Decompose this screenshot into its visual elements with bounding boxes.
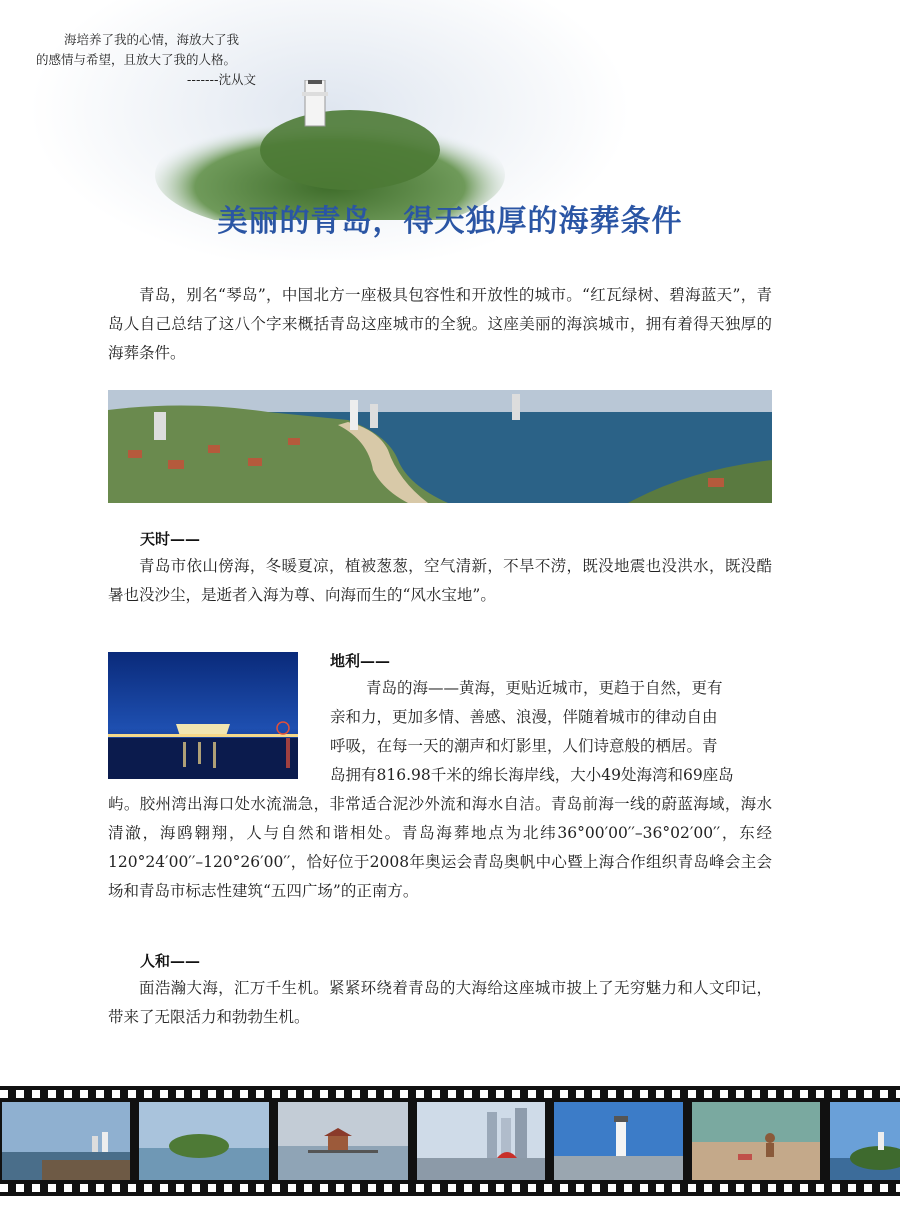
heading-tianshi: 天时—— — [140, 530, 201, 548]
film-frame-island — [139, 1102, 269, 1180]
quote-block — [36, 30, 276, 90]
film-frame-skyline — [417, 1102, 545, 1180]
renhe-paragraph: 面浩瀚大海，汇万千生机。紧紧环绕着青岛的大海给这座城市披上了无穷魅力和人文印记，带来了无限活力和勃勃生机。 — [108, 979, 772, 1026]
film-frame-pier-pavilion — [278, 1102, 408, 1180]
film-frame-coast-lighthouse — [830, 1102, 900, 1180]
dili-line-3: 呼吸，在每一天的潮声和灯影里，人们诗意般的栖居。青 — [330, 737, 718, 755]
heading-dili: 地利—— — [330, 652, 391, 670]
dili-line-4: 岛拥有816.98千米的绵长海岸线，大小49处海湾和69座岛 — [330, 766, 734, 784]
dili-line-2: 亲和力，更加多情、善感、浪漫，伴随着城市的律动自由 — [330, 708, 718, 726]
film-frame-seagulls — [2, 1102, 130, 1180]
dili-paragraph-rest: 屿。胶州湾出海口处水流湍急，非常适合泥沙外流和海水自洁。青岛前海一线的蔚蓝海域，海水清澈，海鸥翱翔，人与自然和谐相处。青岛海葬地点为北纬36°00′00′′–36°02′00′′，东经120°24′00′′–120°26′00′′，恰好位于2008年奥运会青岛奥帆中心暨上海合作组织青岛峰会主会场和青岛市标志性建筑“五四广场”的正南方。 — [108, 795, 772, 900]
film-strip — [0, 1086, 900, 1196]
quote-author: -------沈从文 — [186, 72, 256, 87]
heading-renhe: 人和—— — [140, 952, 201, 970]
dili-line-1: 青岛的海——黄海，更贴近城市，更趋于自然，更有 — [366, 679, 723, 697]
qingdao-panorama-image — [108, 390, 772, 503]
film-perforation-bottom — [0, 1184, 900, 1192]
film-frame-beach-children — [692, 1102, 820, 1180]
tianshi-paragraph: 青岛市依山傍海，冬暖夏凉，植被葱葱，空气清新，不旱不涝，既没地震也没洪水，既没酷暑也没沙尘，是逝者入海为尊、向海而生的“风水宝地”。 — [108, 557, 772, 604]
film-perforation-top — [0, 1090, 900, 1098]
olympic-sailing-center-image — [108, 652, 298, 779]
intro-paragraph: 青岛，别名“琴岛”，中国北方一座极具包容性和开放性的城市。“红瓦绿树、碧海蓝天”，青岛人自己总结了这八个字来概括青岛这座城市的全貌。这座美丽的海滨城市，拥有着得天独厚的海葬条件。 — [108, 286, 772, 362]
film-frame-lighthouse — [554, 1102, 683, 1180]
quote-line-2: 的感情与希望，且放大了我的人格。 — [36, 52, 237, 67]
page-title: 美丽的青岛，得天独厚的海葬条件 — [217, 204, 683, 239]
quote-line-1: 海培养了我的心情，海放大了我 — [64, 32, 240, 47]
